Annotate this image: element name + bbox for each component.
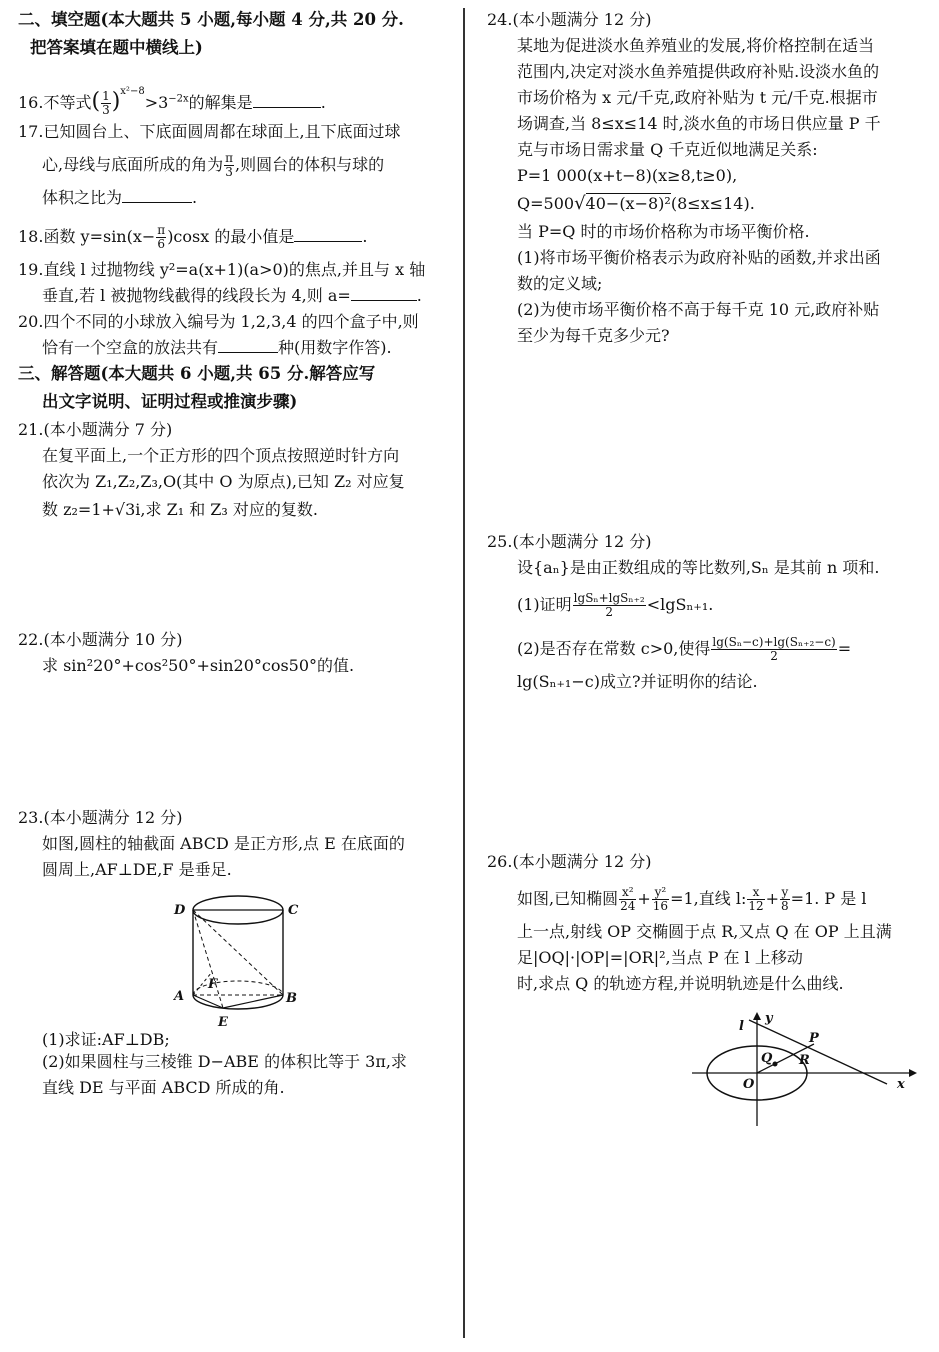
question-23-part2-line2: 直线 DE 与平面 ABCD 所成的角. — [42, 1078, 285, 1097]
fig-label-F: F — [208, 977, 218, 992]
question-17-line1: 17.已知圆台上、下底面圆周都在球面上,且下底面过球 — [18, 122, 401, 141]
question-23-head: 23.(本小题满分 12 分) — [18, 808, 183, 827]
question-23-line1: 如图,圆柱的轴截面 ABCD 是正方形,点 E 在底面的 — [42, 834, 405, 853]
question-22-line1: 求 sin²20°+cos²50°+sin20°cos50°的值. — [42, 656, 355, 675]
question-24-line2: 范围内,决定对淡水鱼养殖提供政府补贴.设淡水鱼的 — [517, 62, 880, 81]
fig-label-y: y — [765, 1011, 773, 1026]
question-24-line3: 市场价格为 x 元/千克,政府补贴为 t 元/千克.根据市 — [517, 88, 878, 107]
question-18: 18.函数 y=sin(x− $\frac{\pi}{6}$ )cosx 的最小值是 . — [18, 223, 368, 251]
question-24-line6: P=1 000(x+t−8)(x≥8,t≥0), — [517, 166, 738, 185]
fig-label-B: B — [286, 991, 297, 1006]
cylinder-figure — [168, 880, 308, 1030]
answer-blank-19[interactable] — [351, 300, 417, 301]
question-21-line1: 在复平面上,一个正方形的四个顶点按照逆时针方向 — [42, 446, 400, 465]
question-23-line2: 圆周上,AF⊥DE,F 是垂足. — [42, 860, 232, 879]
section2-title: 二、填空题(本大题共 5 小题,每小题 4 分,共 20 分. — [18, 10, 404, 29]
question-19-line2: 垂直,若 l 被抛物线截得的线段长为 4,则 a= . — [42, 286, 422, 305]
question-26-line4: 时,求点 Q 的轨迹方程,并说明轨迹是什么曲线. — [517, 974, 844, 993]
answer-blank-20[interactable] — [218, 352, 278, 353]
question-26-line3: 足|OQ|·|OP|=|OR|²,当点 P 在 l 上移动 — [517, 948, 803, 967]
fig-label-E-bottom: E — [218, 1015, 228, 1030]
question-19-line1: 19.直线 l 过抛物线 y²=a(x+1)(a>0)的焦点,并且与 x 轴 — [18, 260, 426, 279]
question-24-line5: 克与市场日需求量 Q 千克近似地满足关系: — [517, 140, 818, 159]
question-26-line2: 上一点,射线 OP 交椭圆于点 R,又点 Q 在 OP 上且满 — [517, 922, 892, 941]
fig-label-O: O — [743, 1077, 755, 1092]
question-24-line9: (1)将市场平衡价格表示为政府补贴的函数,并求出函 — [517, 248, 881, 267]
answer-blank-16[interactable] — [253, 107, 321, 108]
question-21-line3: 数 z₂=1+√3i,求 Z₁ 和 Z₃ 对应的复数. — [42, 500, 318, 519]
question-20-line2: 恰有一个空盒的放法共有 种(用数字作答). — [42, 338, 392, 357]
fig-label-x: x — [897, 1077, 905, 1092]
column-divider — [463, 8, 465, 1338]
question-24-line7: Q=500√40−(x−8)²(8≤x≤14). — [517, 193, 755, 214]
section2-subtitle: 把答案填在题中横线上) — [30, 38, 203, 57]
question-16: 16.不等式( $\frac{1}{3}$ )$^{x^2-8}>3^{-2x}$的解集是 . — [18, 86, 326, 117]
fig-label-l: l — [739, 1019, 744, 1034]
question-24-line10: 数的定义域; — [517, 274, 603, 293]
answer-blank-18[interactable] — [294, 241, 362, 242]
question-24-head: 24.(本小题满分 12 分) — [487, 10, 652, 29]
fig-label-P: P — [809, 1031, 819, 1046]
fig-label-Q: Q — [761, 1051, 773, 1066]
section3-subtitle: 出文字说明、证明过程或推演步骤) — [42, 392, 298, 411]
question-26-head: 26.(本小题满分 12 分) — [487, 852, 652, 871]
question-24-line4: 场调查,当 8≤x≤14 时,淡水鱼的市场日供应量 P 千 — [517, 114, 881, 133]
question-25-part2-line2: lg(Sₙ₊₁−c)成立?并证明你的结论. — [517, 672, 758, 691]
question-25-part1: (1)证明 $\frac{\text{lgSₙ+lgSₙ₊₂}}{2}$ <lgSₙ₊₁. — [517, 591, 714, 619]
fig-label-D: D — [174, 903, 186, 918]
question-23-part2-line1: (2)如果圆柱与三棱锥 D−ABE 的体积比等于 3π,求 — [42, 1052, 407, 1071]
question-24-line1: 某地为促进淡水鱼养殖业的发展,将价格控制在适当 — [517, 36, 875, 55]
question-17-line3: 体积之比为 . — [42, 188, 198, 207]
fig-label-A: A — [174, 989, 185, 1004]
question-21-head: 21.(本小题满分 7 分) — [18, 420, 173, 439]
fig-label-R: R — [799, 1053, 810, 1068]
question-25-line1: 设{aₙ}是由正数组成的等比数列,Sₙ 是其前 n 项和. — [517, 558, 880, 577]
question-20-line1: 20.四个不同的小球放入编号为 1,2,3,4 的四个盒子中,则 — [18, 312, 419, 331]
ellipse-figure — [687, 1008, 917, 1133]
question-17-line2: 心,母线与底面所成的角为 $\frac{\pi}{3}$ ,则圆台的体积与球的 — [42, 151, 385, 179]
question-23-part1: (1)求证:AF⊥DB; — [42, 1030, 170, 1049]
question-26-line1: 如图,已知椭圆 $\frac{\text{x²}}{24}$ + $\frac{\text{y²}}{16}$ =1,直线 l: $\frac{x}{12}$ + $\frac{y}{8}$ =1. P 是 l — [517, 885, 867, 913]
question-25-part2: (2)是否存在常数 c>0,使得 $\frac{\text{lg(Sₙ−c)+lg(Sₙ₊₂−c)}}{2}$ = — [517, 635, 852, 663]
answer-blank-17[interactable] — [122, 202, 192, 203]
question-22-head: 22.(本小题满分 10 分) — [18, 630, 183, 649]
question-24-line8: 当 P=Q 时的市场价格称为市场平衡价格. — [517, 222, 810, 241]
section3-title: 三、解答题(本大题共 6 小题,共 65 分.解答应写 — [18, 364, 376, 383]
question-24-line12: 至少为每千克多少元? — [517, 326, 670, 345]
question-25-head: 25.(本小题满分 12 分) — [487, 532, 652, 551]
question-21-line2: 依次为 Z₁,Z₂,Z₃,O(其中 O 为原点),已知 Z₂ 对应复 — [42, 472, 405, 491]
question-24-line11: (2)为使市场平衡价格不高于每千克 10 元,政府补贴 — [517, 300, 880, 319]
fig-label-C: C — [288, 903, 299, 918]
